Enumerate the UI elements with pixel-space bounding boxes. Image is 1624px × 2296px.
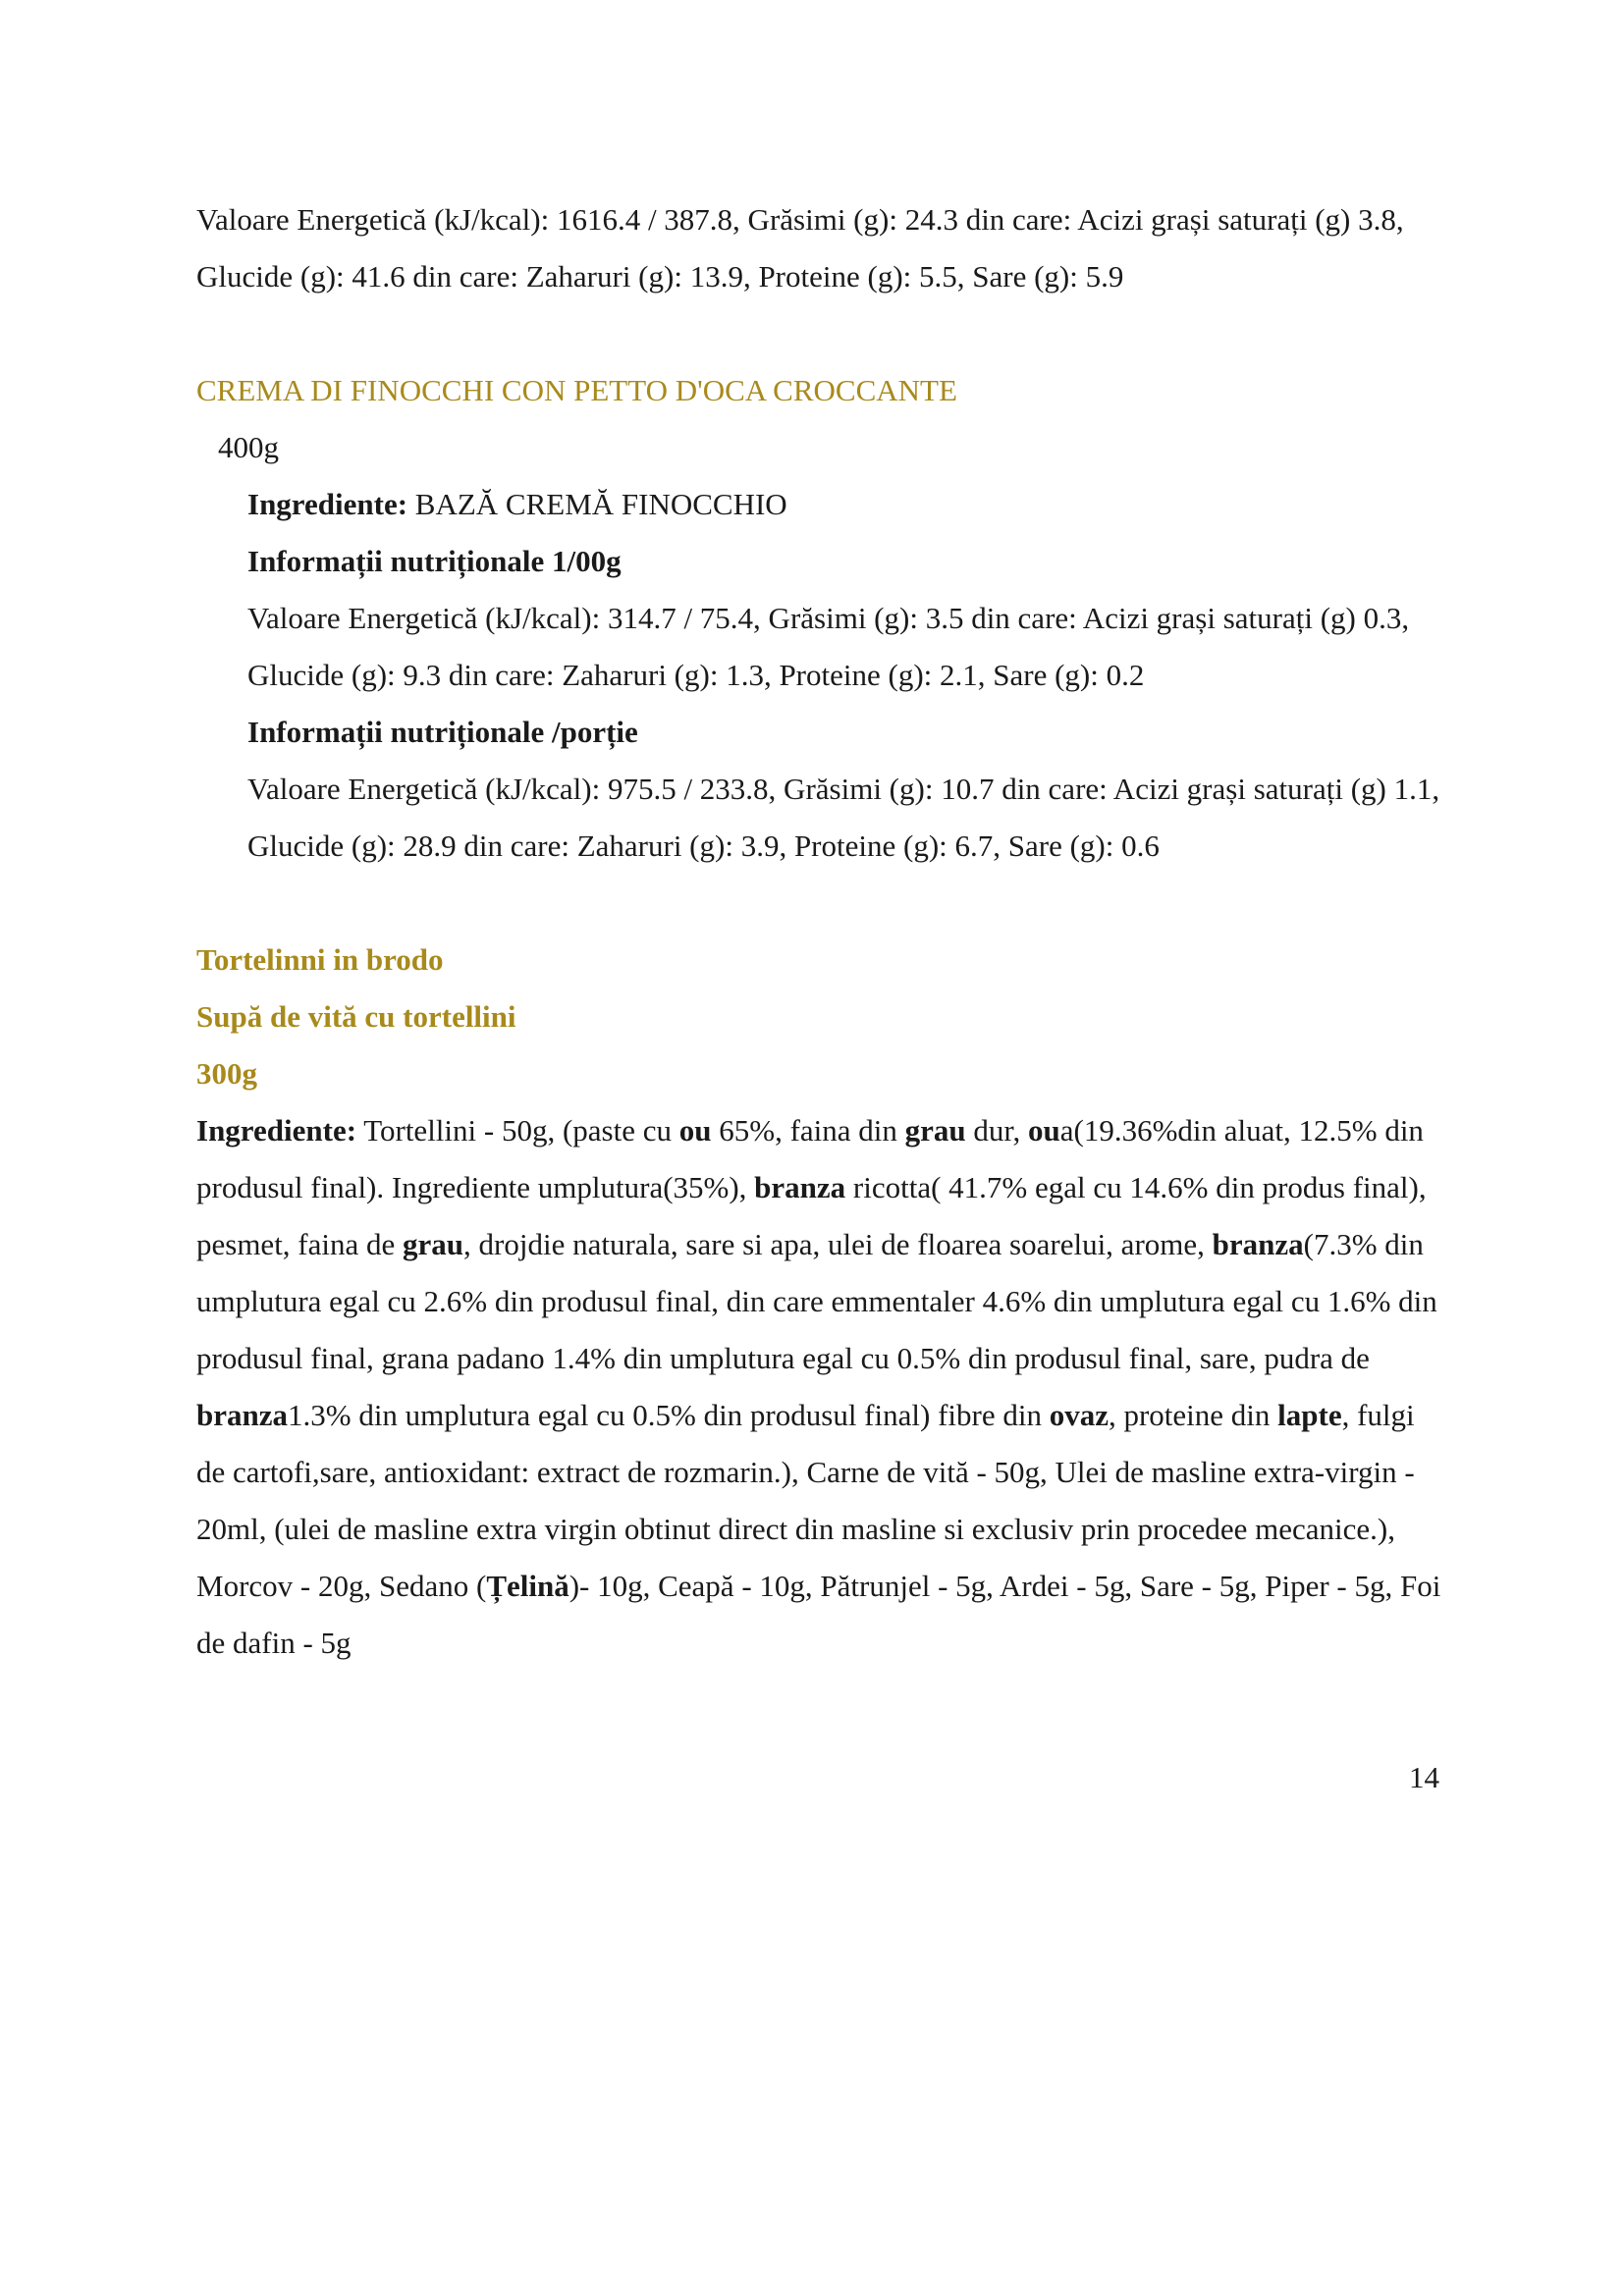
ingredients-text: ricotta( 41.7% egal cu 14.6% din produs final), pesmet, faina de — [196, 1170, 1427, 1261]
dish-weight: 400g — [218, 430, 279, 464]
nutrition-100g-text: Valoare Energetică (kJ/kcal): 314.7 / 75.4, Grăsimi (g): 3.5 din care: Acizi grași saturați (g) 0.3, Glucide (g): 9.3 din care: Zaharuri (g): 1.3, Proteine (g): 2.1, Sare (g): 0.2 — [247, 601, 1410, 692]
ingredients-text: dur, — [965, 1113, 1028, 1148]
ingredients-text: )- 10g, Ceapă - 10g, Pătrunjel - 5g, Ardei - 5g, Sare - 5g, Piper - 5g, Foi de dafin - 5g — [196, 1569, 1441, 1660]
allergen: branza — [1212, 1227, 1304, 1261]
ingredients-text: , drojdie naturala, sare si apa, ulei de floarea soarelui, arome, — [463, 1227, 1213, 1261]
page-number: 14 — [1409, 1760, 1439, 1794]
allergen: grau — [403, 1227, 464, 1261]
ingredients-line — [247, 476, 1443, 533]
ingredients-label: Ingrediente: — [196, 1113, 357, 1148]
allergen: ovaz — [1049, 1398, 1109, 1432]
ingredients-text: 1.3% din umplutura egal cu 0.5% din produsul final) fibre din — [288, 1398, 1050, 1432]
ingredients-text: , proteine din — [1108, 1398, 1278, 1432]
spacer — [196, 305, 1443, 362]
nutrition-portion-label: Informații nutriționale /porție — [247, 715, 638, 749]
allergen: ou — [678, 1113, 712, 1148]
ingredients-text: a(19.36%din aluat, 12.5% din produsul final). Ingrediente umplutura(35%), — [196, 1113, 1424, 1204]
allergen: Țelină — [486, 1569, 569, 1603]
ingredients-text: 65%, faina din — [711, 1113, 905, 1148]
ingredients-label: Ingrediente: — [247, 487, 408, 521]
nutrition-100g-label: Informații nutriționale 1/00g — [247, 544, 622, 578]
ingredients-text: BAZĂ CREMĂ FINOCCHIO — [407, 487, 787, 521]
nutrition-portion-text: Valoare Energetică (kJ/kcal): 975.5 / 233.8, Grăsimi (g): 10.7 din care: Acizi grași saturați (g) 1.1, Glucide (g): 28.9 din care: Zaharuri (g): 3.9, Proteine (g): 6.7, Sare (g): 0.6 — [247, 772, 1440, 863]
allergen: branza — [196, 1398, 288, 1432]
dish-title: CREMA DI FINOCCHI CON PETTO D'OCA CROCCANTE — [196, 373, 957, 407]
spacer — [196, 875, 1443, 932]
dish-subtitle: Supă de vită cu tortellini — [196, 999, 516, 1034]
ingredients-paragraph — [196, 1102, 1443, 1672]
ingredients-text: (7.3% din umplutura egal cu 2.6% din produsul final, din care emmentaler 4.6% din umplutura egal cu 1.6% din produsul final, grana padano 1.4% din umplutura egal cu 0.5% din produsul final, sare, pudra de — [196, 1227, 1437, 1375]
dish-weight: 300g — [196, 1056, 257, 1091]
allergen: lapte — [1277, 1398, 1342, 1432]
allergen: branza — [754, 1170, 846, 1204]
prev-nutrition-text: Valoare Energetică (kJ/kcal): 1616.4 / 387.8, Grăsimi (g): 24.3 din care: Acizi grași saturați (g) 3.8, Glucide (g): 41.6 din care: Zaharuri (g): 13.9, Proteine (g): 5.5, Sare (g): 5.9 — [196, 202, 1404, 294]
dish-title: Tortelinni in brodo — [196, 942, 444, 977]
allergen: ou — [1027, 1113, 1060, 1148]
document-page — [196, 191, 1443, 1672]
dish-details — [196, 476, 1443, 875]
ingredients-text: Tortellini - 50g, (paste cu — [356, 1113, 679, 1148]
ingredients-text: , fulgi de cartofi,sare, antioxidant: extract de rozmarin.), Carne de vită - 50g, Ulei de masline extra-virgin - 20ml, (ulei de masline extra virgin obtinut direct din masline si exclusiv prin procedee mecanice.), Morcov - 20g, Sedano ( — [196, 1398, 1415, 1603]
allergen: grau — [904, 1113, 966, 1148]
